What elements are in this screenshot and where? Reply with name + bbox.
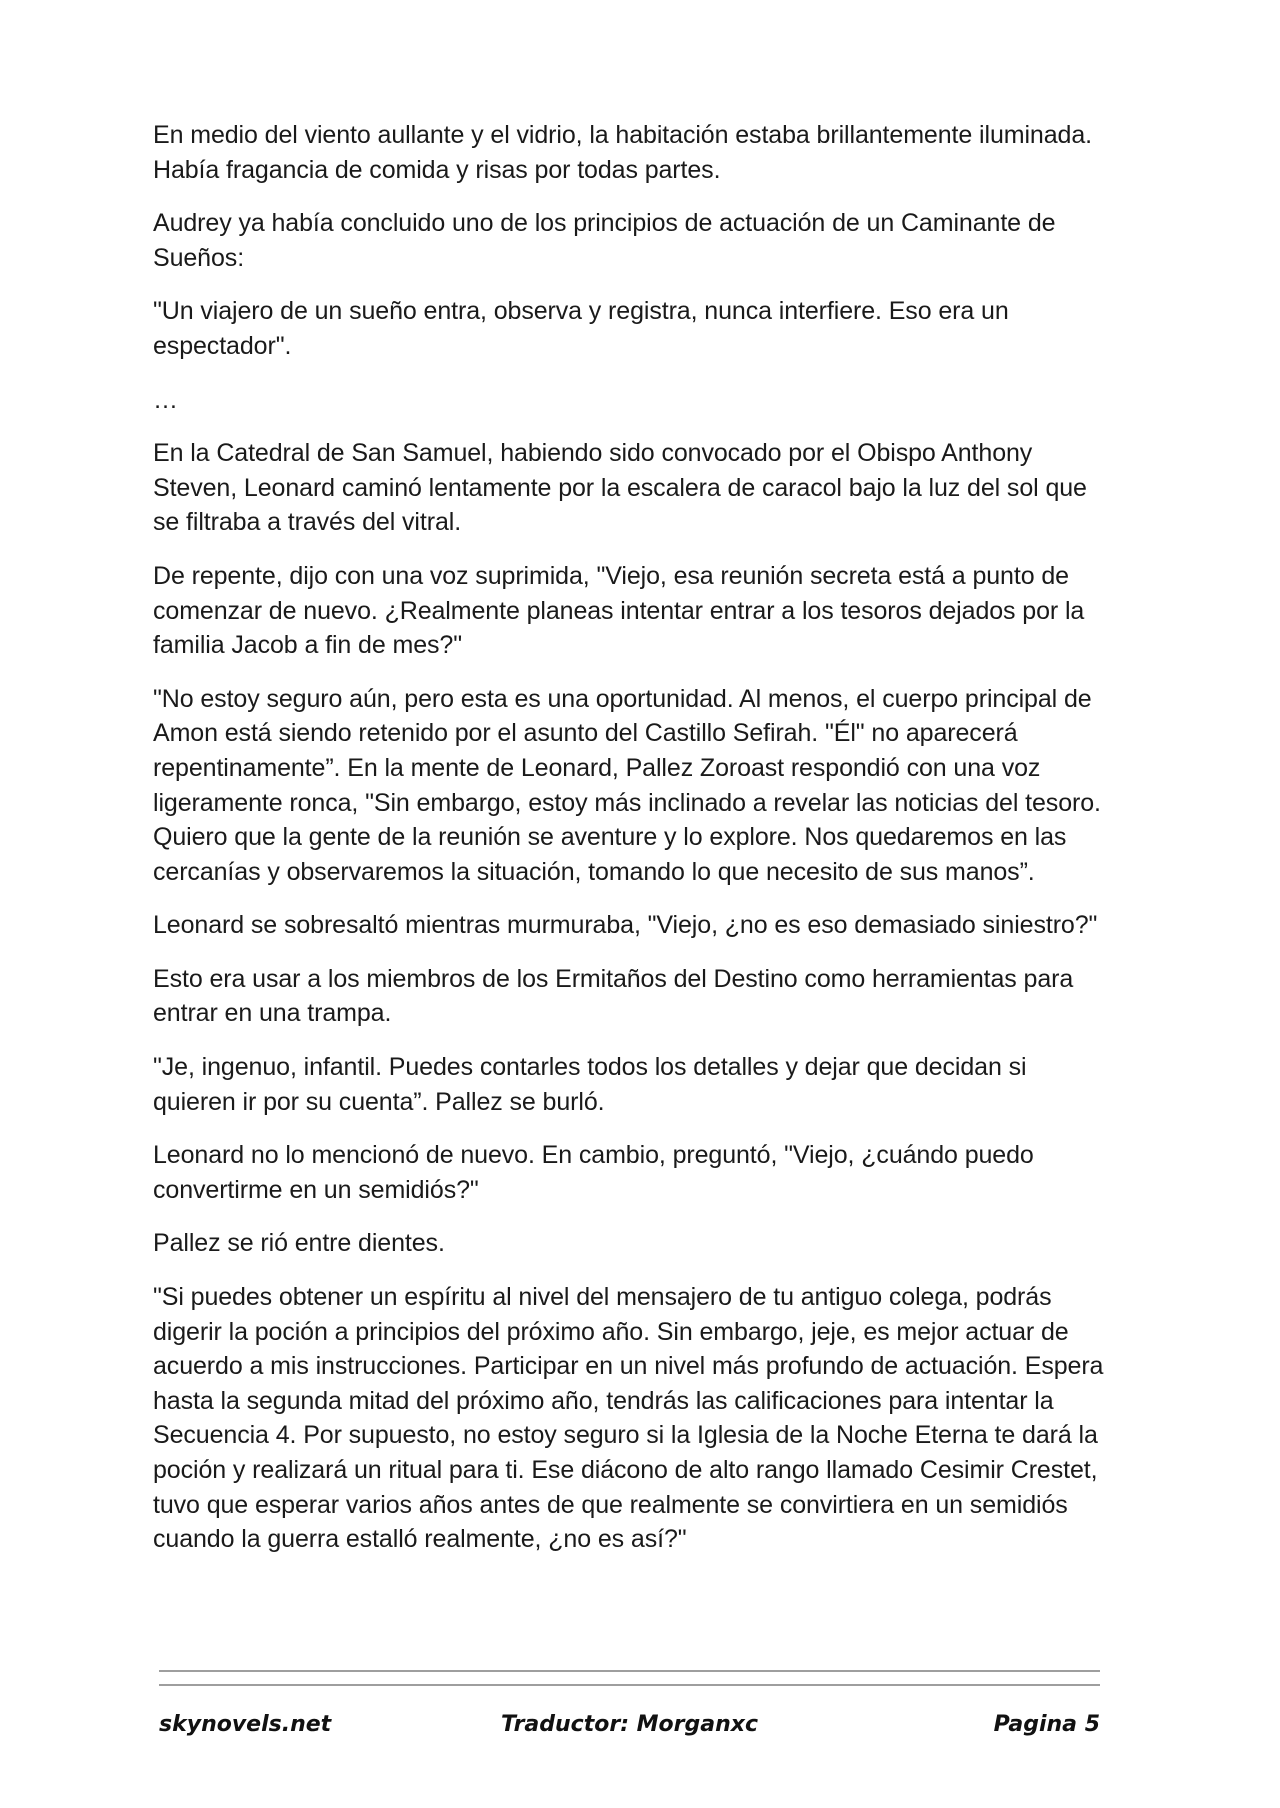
paragraph: Leonard no lo mencionó de nuevo. En cambio, preguntó, "Viejo, ¿cuándo puedo convertirme en un semidiós?": [153, 1141, 1034, 1204]
paragraph: "Si puedes obtener un espíritu al nivel del mensajero de tu antiguo colega, podrás digerir la poción a principios del próximo año. Sin embargo, jeje, es mejor actuar de acuerdo a mis instrucciones. Participar en un nivel más profundo de actuación. Espera hasta la segunda mitad del próximo año, tendrás las calificaciones para intentar la Secuencia 4. Por supuesto, no estoy seguro si la Iglesia de la Noche Eterna te dará la poción y realizará un ritual para ti. Ese diácono de alto rango llamado Cesimir Crestet, tuvo que esperar varios años antes de que realmente se convirtiera en un semidiós cuando la guerra estalló realmente, ¿no es así?": [153, 1283, 1104, 1554]
paragraph: De repente, dijo con una voz suprimida, "Viejo, esa reunión secreta está a punto de comenzar de nuevo. ¿Realmente planeas intentar entrar a los tesoros dejados por la familia Jacob a fin de mes?": [153, 561, 1085, 660]
paragraph: Leonard se sobresaltó mientras murmuraba, "Viejo, ¿no es eso demasiado siniestro?": [153, 911, 1098, 940]
paragraph: En la Catedral de San Samuel, habiendo sido convocado por el Obispo Anthony Steven, Leonard caminó lentamente por la escalera de caracol bajo la luz del sol que se filtraba a través del vitral.: [153, 439, 1087, 537]
footer-translator: Traductor: Morganxc: [500, 1712, 759, 1737]
page-footer: [159, 1712, 1100, 1746]
document-body: [153, 118, 1113, 1576]
footer-page-number: Pagina 5: [993, 1712, 1100, 1737]
divider-line: [159, 1684, 1100, 1686]
paragraph: Audrey ya había concluido uno de los principios de actuación de un Caminante de Sueños:: [153, 209, 1056, 272]
paragraph: En medio del viento aullante y el vidrio, la habitación estaba brillantemente iluminada. Había fragancia de comida y risas por todas partes.: [153, 121, 1092, 184]
paragraph: Esto era usar a los miembros de los Ermitaños del Destino como herramientas para entrar en una trampa.: [153, 964, 1074, 1028]
paragraph: "No estoy seguro aún, pero esta es una oportunidad. Al menos, el cuerpo principal de Amon está siendo retenido por el asunto del Castillo Sefirah. "Él" no aparecerá repentinamente”. En la mente de Leonard, Pallez Zoroast respondió con una voz ligeramente ronca, "Sin embargo, estoy más inclinado a revelar las noticias del tesoro. Quiero que la gente de la reunión se aventure y lo explore. Nos quedaremos en las cercanías y observaremos la situación, tomando lo que necesito de sus manos”.: [153, 684, 1101, 886]
paragraph: "Un viajero de un sueño entra, observa y registra, nunca interfiere. Eso era un espectador".: [153, 297, 1009, 360]
footer-divider: [159, 1670, 1100, 1686]
paragraph: Pallez se rió entre dientes.: [153, 1229, 445, 1258]
paragraph: "Je, ingenuo, infantil. Puedes contarles todos los detalles y dejar que decidan si quieren ir por su cuenta”. Pallez se burló.: [153, 1053, 1027, 1116]
footer-site: skynovels.net: [159, 1712, 332, 1737]
divider-line: [159, 1670, 1100, 1672]
scene-break: …: [153, 385, 178, 414]
